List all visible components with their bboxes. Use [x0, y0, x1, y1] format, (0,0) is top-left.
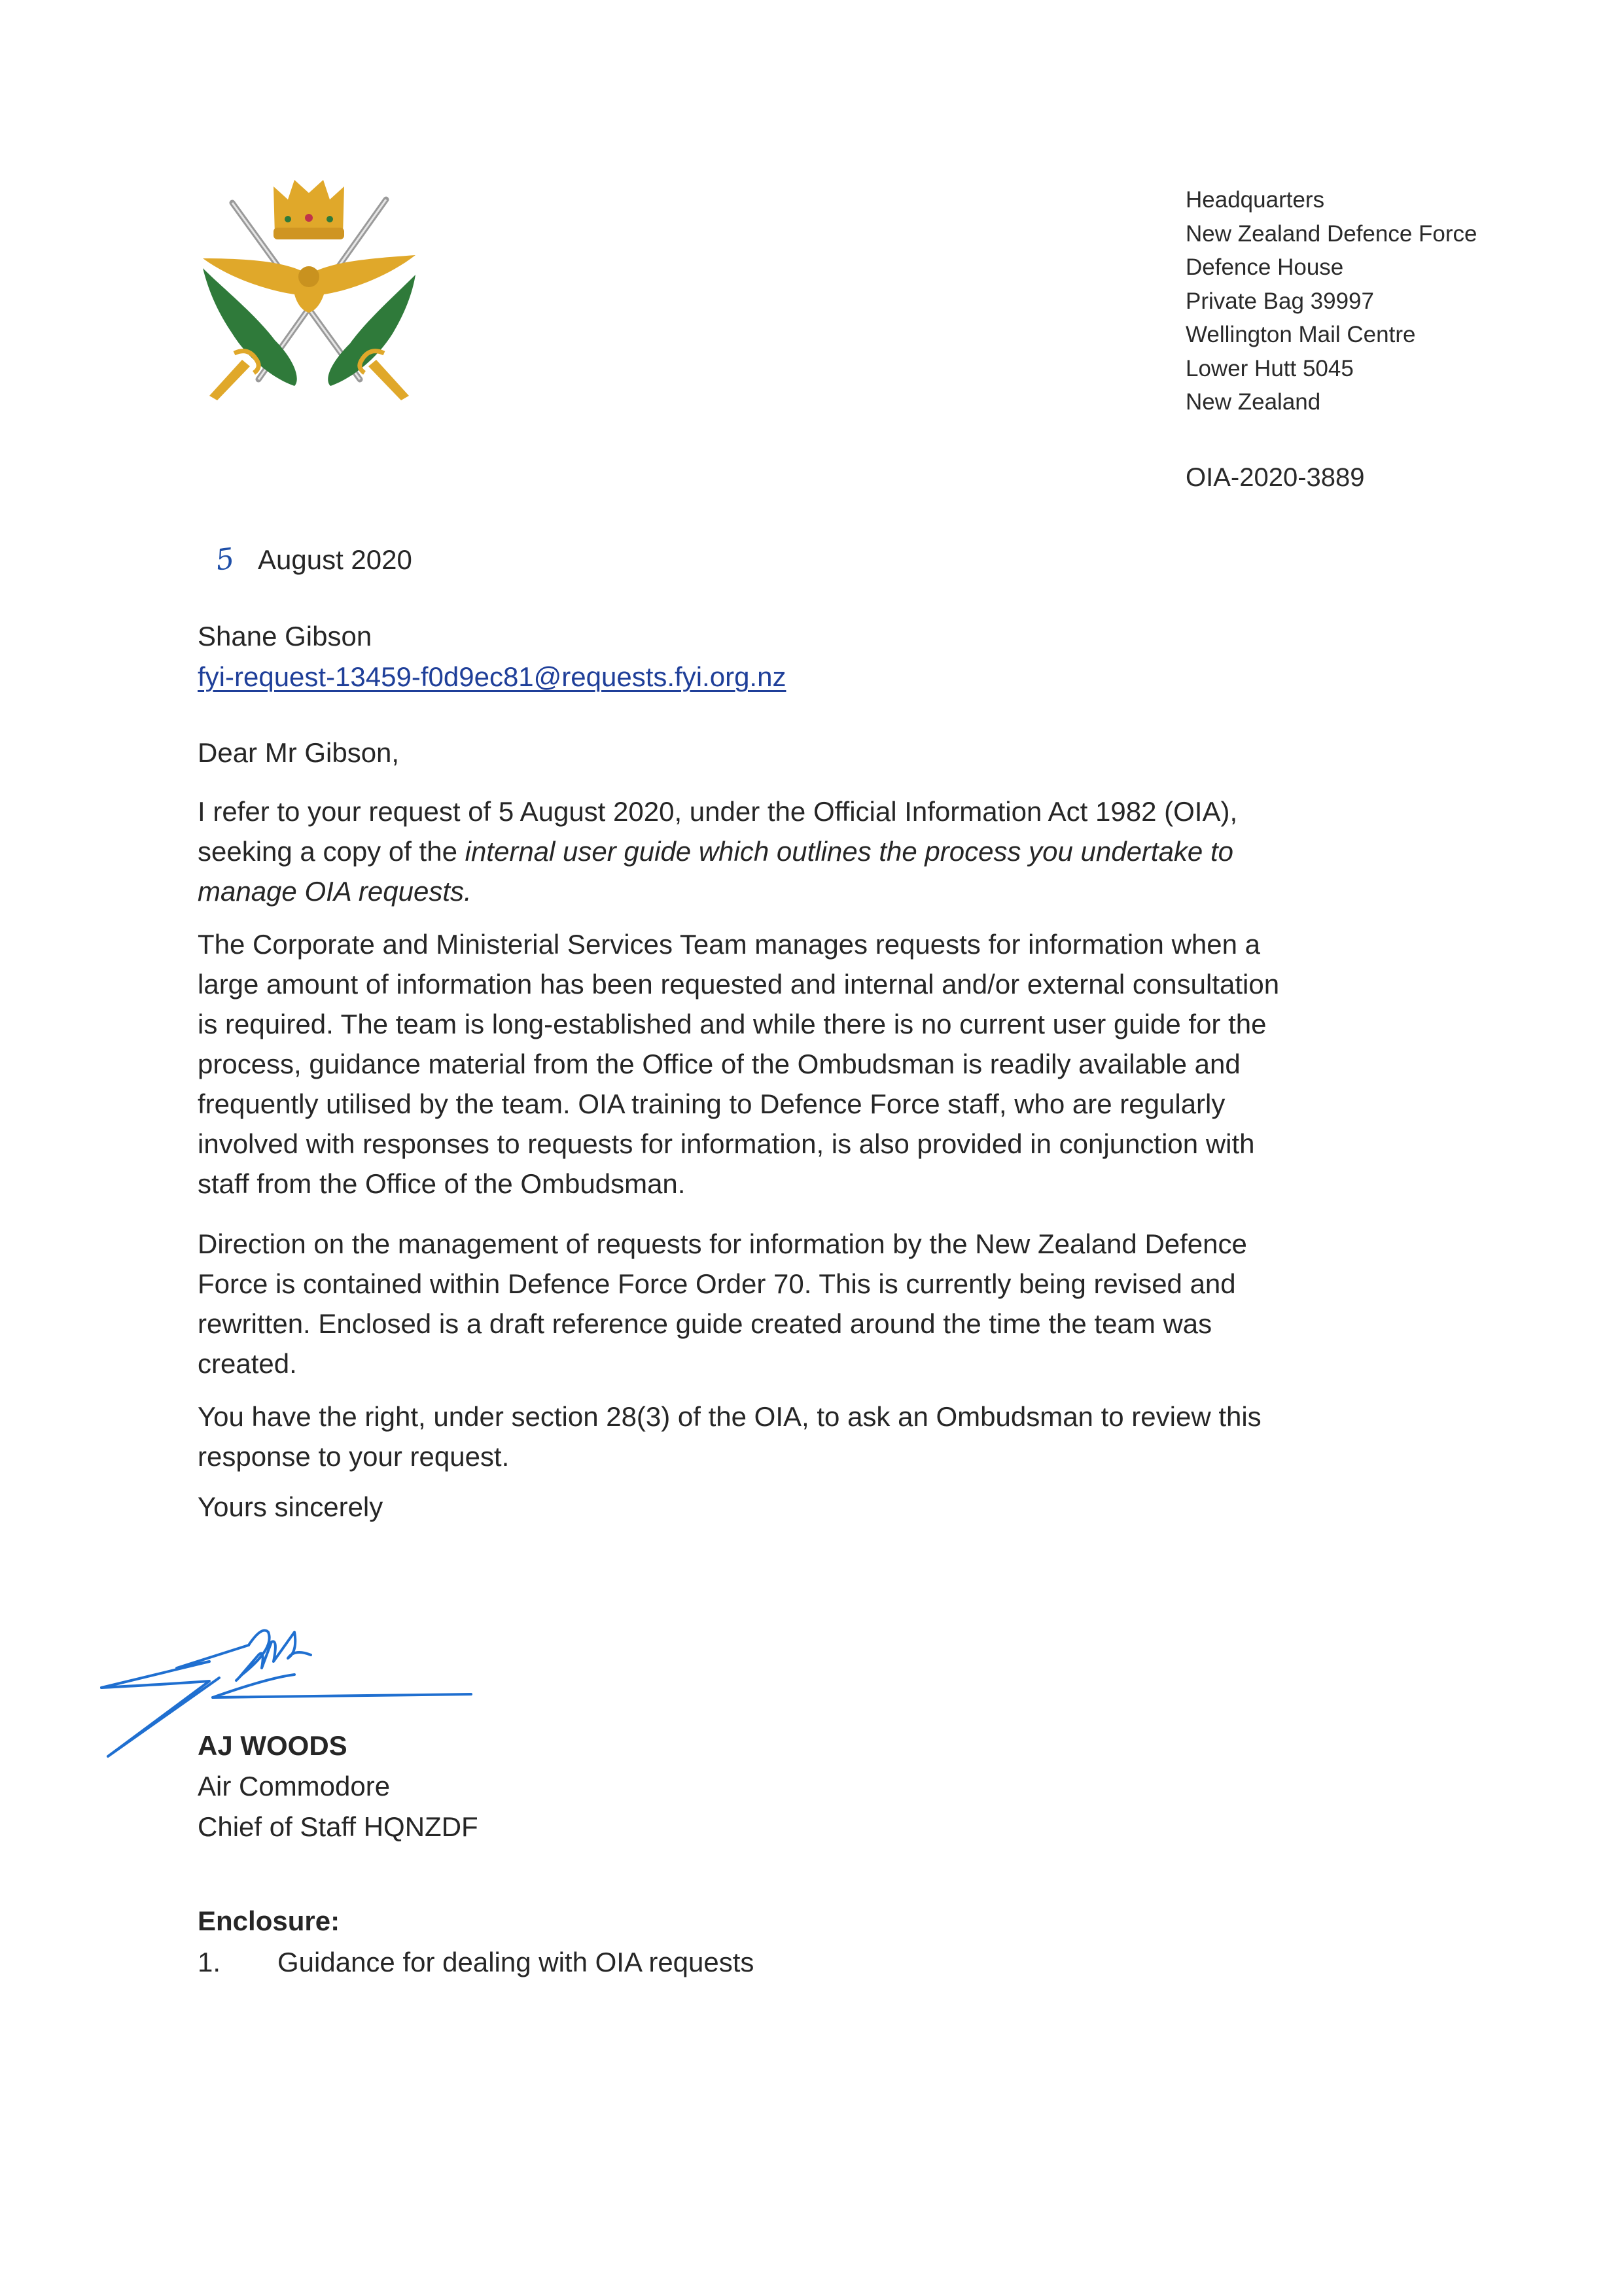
address-line: Lower Hutt 5045	[1186, 355, 1354, 381]
paragraph-request	[198, 791, 1237, 911]
letter-date	[213, 542, 412, 578]
paragraph-line: large amount of information has been requested and internal and/or external consultation	[198, 969, 1280, 1000]
handwritten-day: 5	[213, 542, 237, 578]
paragraph-line: frequently utilised by the team. OIA training to Defence Force staff, who are regularly	[198, 1088, 1226, 1119]
recipient-name: Shane Gibson	[198, 621, 372, 652]
address-line: Wellington Mail Centre	[1186, 322, 1416, 347]
nzdf-crest-icon	[196, 164, 422, 406]
signer-title: Chief of Staff HQNZDF	[198, 1811, 478, 1842]
address-line: New Zealand	[1186, 389, 1321, 415]
paragraph-line: I refer to your request of 5 August 2020, under the Official Information Act 1982 (OIA),	[198, 796, 1238, 827]
salutation: Dear Mr Gibson,	[198, 737, 400, 768]
paragraph-line: rewritten. Enclosed is a draft reference guide created around the time the team was	[198, 1308, 1212, 1339]
paragraph-line: process, guidance material from the Office of the Ombudsman is readily available and	[198, 1049, 1241, 1079]
paragraph-direction	[198, 1224, 1247, 1383]
signer-block	[198, 1726, 478, 1847]
reference-number: OIA-2020-3889	[1186, 463, 1365, 492]
closing: Yours sincerely	[198, 1491, 383, 1522]
enclosure-item-text: Guidance for dealing with OIA requests	[277, 1947, 754, 1977]
nzdf-crest	[196, 164, 422, 406]
signer-name: AJ WOODS	[198, 1730, 347, 1761]
recipient-block	[198, 616, 786, 697]
recipient-email-link[interactable]: fyi-request-13459-f0d9ec81@requests.fyi.org.nz	[198, 661, 786, 692]
paragraph-line	[198, 871, 1237, 911]
enclosure-heading: Enclosure:	[198, 1905, 340, 1936]
paragraph-line: involved with responses to requests for information, is also provided in conjunction with	[198, 1128, 1255, 1159]
enclosure-item	[198, 1941, 754, 1983]
paragraph-line: The Corporate and Ministerial Services Team manages requests for information when a	[198, 929, 1261, 960]
paragraph-line: Direction on the management of requests for information by the New Zealand Defence	[198, 1228, 1247, 1259]
paragraph-line: created.	[198, 1348, 297, 1379]
address-line: Private Bag 39997	[1186, 288, 1374, 314]
paragraph-review-rights	[198, 1397, 1262, 1476]
paragraph-line: staff from the Office of the Ombudsman.	[198, 1168, 686, 1199]
paragraph-line: Force is contained within Defence Force Order 70. This is currently being revised and	[198, 1268, 1236, 1299]
date-month-year: August 2020	[258, 544, 412, 575]
quoted-request-text: manage OIA requests.	[198, 876, 472, 907]
quoted-request-text: internal user guide which outlines the process you undertake to	[465, 836, 1233, 867]
address-line: Headquarters	[1186, 187, 1325, 213]
paragraph-text: seeking a copy of the	[198, 836, 465, 867]
address-line: New Zealand Defence Force	[1186, 220, 1477, 247]
paragraph-line: is required. The team is long-established and while there is no current user guide for the	[198, 1009, 1267, 1039]
paragraph-line: You have the right, under section 28(3) of the OIA, to ask an Ombudsman to review this	[198, 1401, 1262, 1432]
paragraph-line: response to your request.	[198, 1441, 510, 1472]
paragraph-team	[198, 924, 1279, 1204]
enclosure-item-number: 1.	[198, 1947, 221, 1977]
signer-rank: Air Commodore	[198, 1771, 391, 1801]
enclosure-section	[198, 1900, 754, 1983]
paragraph-line	[198, 831, 1237, 871]
sender-address	[1186, 183, 1477, 419]
address-line: Defence House	[1186, 254, 1344, 280]
